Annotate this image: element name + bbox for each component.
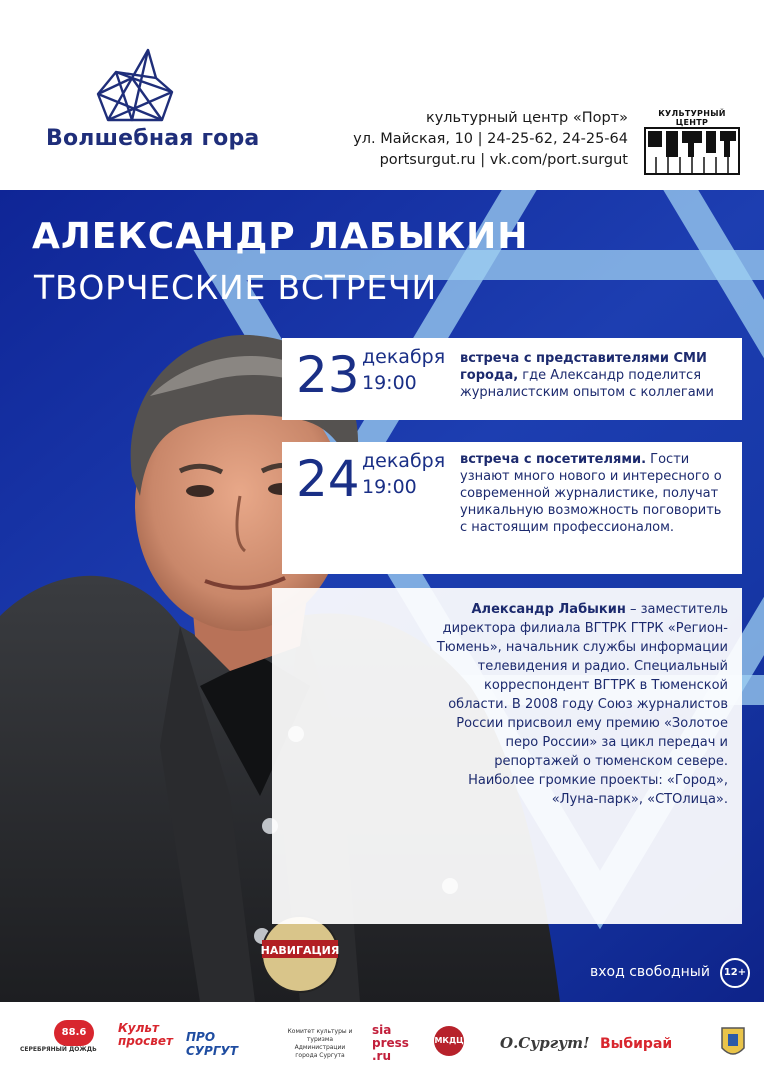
mountain-logo-icon: [92, 48, 176, 122]
meeting-month: декабря: [362, 346, 446, 368]
logo-text: Волшебная гора: [46, 126, 260, 151]
partner-o-surgut: О.Сургут!: [500, 1034, 590, 1052]
city-coat-of-arms-icon: [718, 1022, 748, 1062]
header: [0, 0, 764, 190]
partner-vybiray: Выбирай: [600, 1036, 673, 1052]
piano-keys-icon: [644, 127, 740, 175]
meeting-time: 19:00: [362, 372, 417, 394]
meeting-card: [282, 338, 742, 420]
partner-sia-press: sia press .ru: [372, 1023, 409, 1063]
venue-links: portsurgut.ru | vk.com/port.surgut: [379, 152, 628, 168]
meeting-card: [282, 442, 742, 574]
partner-mkdc: МКДЦ: [434, 1026, 464, 1056]
meeting-lead: встреча с посетителями.: [460, 452, 647, 467]
silver-rain-frequency: 88.6: [54, 1020, 94, 1046]
port-logo-caption: КУЛЬТУРНЫЙ ЦЕНТР: [658, 109, 726, 127]
meeting-text: где Александр поделится журналистским опытом с коллегами: [460, 368, 714, 400]
meeting-month: декабря: [362, 450, 446, 472]
port-logo: [644, 109, 740, 169]
bio-body: – заместитель директора филиала ВГТРК ГТРК «Регион-Тюмень», начальник службы информации телевидения и радио. Специальный корреспондент ВГТРК в Тюменской области. В 2008 году Союз журналистов России присвоил ему премию «Золотое перо России» за цикл передач и репортажей о тюменском севере. Наиболее громкие проекты: «Город», «Луна-парк», «СТОлица».: [436, 602, 728, 807]
venue-address: ул. Майская, 10 | 24-25-62, 24-25-64: [353, 131, 628, 147]
event-panel: [0, 190, 764, 1002]
partner-kult-prosvet: Культ просвет: [118, 1021, 173, 1048]
bio-name: Александр Лабыкин: [471, 602, 626, 617]
bio-text: [428, 600, 728, 809]
venue-name: культурный центр «Порт»: [425, 110, 628, 126]
meeting-lead: встреча с представителями СМИ города,: [460, 351, 707, 383]
meeting-description: [460, 451, 730, 536]
partner-committee: Комитет культуры и туризма Администрации города Сургута: [287, 1028, 353, 1059]
entry-note: вход свободный: [590, 964, 710, 980]
partners-strip: [0, 1002, 764, 1080]
bio-card: [272, 588, 742, 924]
meeting-day: 24: [296, 450, 360, 508]
event-subtitle: ТВОРЧЕСКИЕ ВСТРЕЧИ: [34, 268, 437, 307]
silver-rain-name: СЕРЕБРЯНЫЙ ДОЖДЬ: [20, 1046, 97, 1053]
meeting-text: Гости узнают много нового и интересного о современной журналистике, получат уникальную возможность поговорить с настоящим профессионалом.: [460, 452, 722, 535]
partner-pro-surgut: ПРО СУРГУТ: [186, 1030, 238, 1058]
event-title: АЛЕКСАНДР ЛАБЫКИН: [32, 216, 529, 257]
meeting-description: [460, 350, 730, 401]
meeting-day: 23: [296, 346, 360, 404]
age-rating-badge: 12+: [720, 958, 750, 988]
jacket-badge-text: НАВИГАЦИЯ: [260, 944, 340, 957]
meeting-time: 19:00: [362, 476, 417, 498]
venue-info: [353, 108, 628, 171]
